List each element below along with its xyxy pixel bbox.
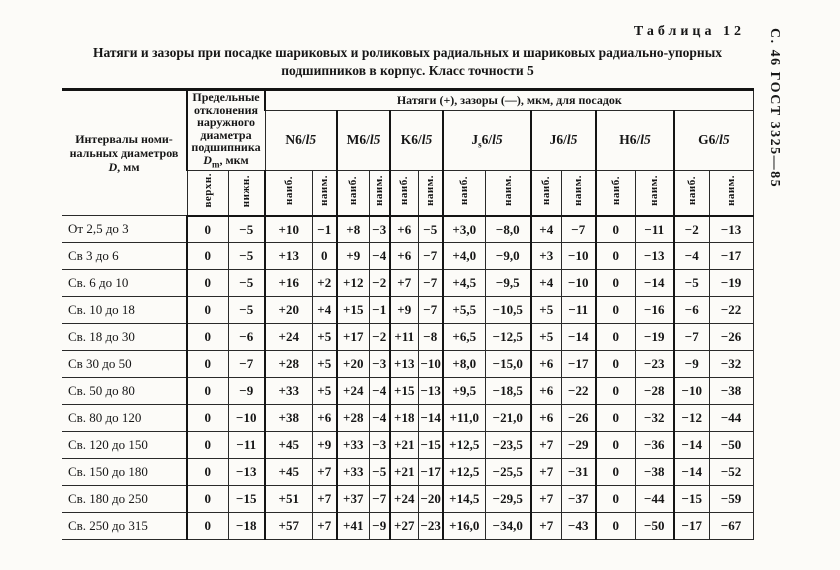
- value-cell: +7: [531, 486, 561, 513]
- table-row: [62, 297, 753, 324]
- value-cell: −44: [635, 486, 674, 513]
- interval-cell: Св. 6 до 10: [62, 270, 187, 297]
- value-cell: −26: [561, 405, 596, 432]
- page-title: [62, 44, 753, 80]
- value-cell: −15: [674, 486, 709, 513]
- interval-cell: Св. 150 до 180: [62, 459, 187, 486]
- value-cell: −2: [369, 324, 390, 351]
- table-row: [62, 486, 753, 513]
- value-cell: +7: [390, 270, 418, 297]
- value-cell: +6: [531, 378, 561, 405]
- value-cell: 0: [596, 216, 635, 243]
- value-cell: −10: [418, 351, 443, 378]
- value-cell: −26: [709, 324, 753, 351]
- value-cell: −14: [635, 270, 674, 297]
- value-cell: −50: [709, 432, 753, 459]
- value-cell: −15: [228, 486, 265, 513]
- value-cell: +7: [312, 486, 337, 513]
- subheader-max: наиб.: [265, 171, 312, 216]
- value-cell: −21,0: [485, 405, 531, 432]
- value-cell: −29,5: [485, 486, 531, 513]
- value-cell: +24: [265, 324, 312, 351]
- value-cell: +33: [337, 459, 369, 486]
- interval-cell: Св. 180 до 250: [62, 486, 187, 513]
- value-cell: 0: [187, 216, 228, 243]
- value-cell: 0: [187, 324, 228, 351]
- value-cell: −20: [418, 486, 443, 513]
- value-cell: −14: [674, 459, 709, 486]
- value-cell: −17: [674, 513, 709, 540]
- value-cell: 0: [596, 459, 635, 486]
- value-cell: +28: [337, 405, 369, 432]
- value-cell: −8,0: [485, 216, 531, 243]
- value-cell: +12,5: [443, 432, 485, 459]
- value-cell: −3: [369, 351, 390, 378]
- value-cell: −9,5: [485, 270, 531, 297]
- value-cell: +9: [337, 243, 369, 270]
- fits-table: [62, 88, 754, 540]
- value-cell: +6,5: [443, 324, 485, 351]
- value-cell: −8: [418, 324, 443, 351]
- value-cell: +6: [531, 351, 561, 378]
- subheader-min: наим.: [635, 171, 674, 216]
- subheader-upper: верхн.: [187, 171, 228, 216]
- value-cell: −5: [674, 270, 709, 297]
- value-cell: +7: [312, 513, 337, 540]
- subheader-max: наиб.: [443, 171, 485, 216]
- value-cell: −38: [709, 378, 753, 405]
- value-cell: −29: [561, 432, 596, 459]
- interval-cell: Св 3 до 6: [62, 243, 187, 270]
- value-cell: −17: [418, 459, 443, 486]
- value-cell: −32: [709, 351, 753, 378]
- value-cell: +7: [531, 432, 561, 459]
- value-cell: 0: [187, 243, 228, 270]
- value-cell: +5: [312, 324, 337, 351]
- table-row: [62, 513, 753, 540]
- value-cell: +11,0: [443, 405, 485, 432]
- value-cell: 0: [187, 432, 228, 459]
- value-cell: +6: [312, 405, 337, 432]
- value-cell: +37: [337, 486, 369, 513]
- intervals-header-dim: D, мм: [108, 160, 140, 175]
- value-cell: 0: [187, 351, 228, 378]
- value-cell: −7: [369, 486, 390, 513]
- intervals-header-line1: Интервалы номи-: [75, 132, 173, 147]
- value-cell: +15: [390, 378, 418, 405]
- table-row: [62, 378, 753, 405]
- value-cell: −52: [709, 459, 753, 486]
- table-row: [62, 324, 753, 351]
- value-cell: −4: [369, 378, 390, 405]
- value-cell: 0: [596, 243, 635, 270]
- value-cell: −7: [418, 243, 443, 270]
- intervals-header-line2: нальных диаметров: [69, 146, 179, 161]
- value-cell: −15: [418, 432, 443, 459]
- subheader-max: наиб.: [674, 171, 709, 216]
- fit-header-j6: J6/l5: [531, 110, 596, 171]
- value-cell: 0: [187, 513, 228, 540]
- value-cell: −34,0: [485, 513, 531, 540]
- subheader-min: наим.: [561, 171, 596, 216]
- subheader-min: наим.: [485, 171, 531, 216]
- value-cell: −28: [635, 378, 674, 405]
- value-cell: −7: [561, 216, 596, 243]
- value-cell: −10,5: [485, 297, 531, 324]
- value-cell: −1: [369, 297, 390, 324]
- table-row: [62, 351, 753, 378]
- value-cell: 0: [596, 351, 635, 378]
- table-row: [62, 243, 753, 270]
- interval-cell: Св 30 до 50: [62, 351, 187, 378]
- value-cell: −44: [709, 405, 753, 432]
- value-cell: −43: [561, 513, 596, 540]
- value-cell: −13: [635, 243, 674, 270]
- table-body: [62, 216, 753, 540]
- value-cell: −10: [674, 378, 709, 405]
- value-cell: 0: [596, 297, 635, 324]
- value-cell: −5: [228, 297, 265, 324]
- value-cell: +11: [390, 324, 418, 351]
- value-cell: −13: [228, 459, 265, 486]
- value-cell: −9: [228, 378, 265, 405]
- value-cell: −12,5: [485, 324, 531, 351]
- gost-side-note: С. 46 ГОСТ 3325—85: [767, 28, 782, 189]
- value-cell: −50: [635, 513, 674, 540]
- value-cell: −7: [674, 324, 709, 351]
- value-cell: −5: [418, 216, 443, 243]
- interval-cell: Св. 50 до 80: [62, 378, 187, 405]
- value-cell: +7: [312, 459, 337, 486]
- value-cell: −18,5: [485, 378, 531, 405]
- value-cell: +28: [265, 351, 312, 378]
- value-cell: −11: [228, 432, 265, 459]
- value-cell: 0: [187, 405, 228, 432]
- value-cell: 0: [187, 459, 228, 486]
- value-cell: −10: [561, 270, 596, 297]
- subheader-min: наим.: [312, 171, 337, 216]
- value-cell: +16,0: [443, 513, 485, 540]
- value-cell: +10: [265, 216, 312, 243]
- value-cell: 0: [596, 324, 635, 351]
- value-cell: −14: [674, 432, 709, 459]
- value-cell: −4: [369, 405, 390, 432]
- value-cell: 0: [312, 243, 337, 270]
- page-title-line2: подшипников в корпус. Класс точности 5: [281, 63, 534, 78]
- value-cell: +5,5: [443, 297, 485, 324]
- interval-cell: Св. 10 до 18: [62, 297, 187, 324]
- value-cell: −19: [635, 324, 674, 351]
- col-intervals-header: [62, 90, 187, 216]
- value-cell: +8,0: [443, 351, 485, 378]
- value-cell: −7: [418, 270, 443, 297]
- subheader-lower: нижн.: [228, 171, 265, 216]
- value-cell: −23: [635, 351, 674, 378]
- value-cell: 0: [596, 432, 635, 459]
- value-cell: −19: [709, 270, 753, 297]
- value-cell: +6: [390, 216, 418, 243]
- value-cell: −5: [228, 243, 265, 270]
- fit-header-js6: $J_s6/l5$: [443, 110, 531, 171]
- value-cell: −9: [674, 351, 709, 378]
- subheader-max: наиб.: [390, 171, 418, 216]
- value-cell: −59: [709, 486, 753, 513]
- value-cell: +33: [337, 432, 369, 459]
- value-cell: +3: [531, 243, 561, 270]
- value-cell: −18: [228, 513, 265, 540]
- value-cell: −6: [674, 297, 709, 324]
- value-cell: 0: [187, 270, 228, 297]
- interval-cell: Св. 18 до 30: [62, 324, 187, 351]
- value-cell: −5: [369, 459, 390, 486]
- value-cell: +5: [312, 378, 337, 405]
- value-cell: −9,0: [485, 243, 531, 270]
- value-cell: −9: [369, 513, 390, 540]
- value-cell: +6: [531, 405, 561, 432]
- value-cell: +14,5: [443, 486, 485, 513]
- value-cell: −4: [674, 243, 709, 270]
- value-cell: −3: [369, 432, 390, 459]
- value-cell: +4: [531, 270, 561, 297]
- value-cell: +4: [531, 216, 561, 243]
- value-cell: −2: [674, 216, 709, 243]
- value-cell: −17: [709, 243, 753, 270]
- value-cell: +9: [312, 432, 337, 459]
- value-cell: +4,5: [443, 270, 485, 297]
- subheader-max: наиб.: [531, 171, 561, 216]
- table-row: [62, 432, 753, 459]
- value-cell: +13: [390, 351, 418, 378]
- value-cell: −32: [635, 405, 674, 432]
- value-cell: −23: [418, 513, 443, 540]
- value-cell: −11: [561, 297, 596, 324]
- subheader-max: наиб.: [337, 171, 369, 216]
- subheader-min: наим.: [709, 171, 753, 216]
- value-cell: +45: [265, 459, 312, 486]
- value-cell: −10: [561, 243, 596, 270]
- value-cell: +9,5: [443, 378, 485, 405]
- value-cell: +7: [531, 459, 561, 486]
- value-cell: 0: [187, 378, 228, 405]
- value-cell: −31: [561, 459, 596, 486]
- value-cell: +8: [337, 216, 369, 243]
- value-cell: −14: [418, 405, 443, 432]
- value-cell: −13: [418, 378, 443, 405]
- interval-cell: Св. 120 до 150: [62, 432, 187, 459]
- value-cell: −38: [635, 459, 674, 486]
- fit-header-n6: N6/l5: [265, 110, 337, 171]
- value-cell: +9: [390, 297, 418, 324]
- value-cell: −7: [228, 351, 265, 378]
- table-row: [62, 405, 753, 432]
- header-row-top: [62, 90, 753, 111]
- value-cell: +4,0: [443, 243, 485, 270]
- value-cell: −22: [709, 297, 753, 324]
- value-cell: −67: [709, 513, 753, 540]
- value-cell: +21: [390, 432, 418, 459]
- table-row: [62, 459, 753, 486]
- interval-cell: Св. 80 до 120: [62, 405, 187, 432]
- col-deviations-header: Предельные отклонения наружного диаметра подшипника $D_m$, мкм: [187, 90, 265, 171]
- value-cell: +5: [531, 324, 561, 351]
- value-cell: −3: [369, 216, 390, 243]
- table-row: [62, 216, 753, 243]
- value-cell: 0: [596, 513, 635, 540]
- interval-cell: От 2,5 до 3: [62, 216, 187, 243]
- fit-header-g6: G6/l5: [674, 110, 753, 171]
- value-cell: −22: [561, 378, 596, 405]
- value-cell: +33: [265, 378, 312, 405]
- value-cell: +13: [265, 243, 312, 270]
- value-cell: −7: [418, 297, 443, 324]
- value-cell: 0: [187, 297, 228, 324]
- value-cell: +6: [390, 243, 418, 270]
- value-cell: 0: [596, 378, 635, 405]
- table-label: Таблица 12: [633, 24, 745, 39]
- value-cell: +7: [531, 513, 561, 540]
- value-cell: 0: [596, 270, 635, 297]
- value-cell: −12: [674, 405, 709, 432]
- interval-cell: Св. 250 до 315: [62, 513, 187, 540]
- value-cell: +27: [390, 513, 418, 540]
- table-row: [62, 270, 753, 297]
- value-cell: 0: [596, 405, 635, 432]
- fits-spanning-header: Натяги (+), зазоры (—), мкм, для посадок: [265, 90, 753, 111]
- value-cell: −4: [369, 243, 390, 270]
- value-cell: +45: [265, 432, 312, 459]
- value-cell: −14: [561, 324, 596, 351]
- value-cell: +5: [531, 297, 561, 324]
- value-cell: −15,0: [485, 351, 531, 378]
- value-cell: −1: [312, 216, 337, 243]
- value-cell: +18: [390, 405, 418, 432]
- value-cell: −25,5: [485, 459, 531, 486]
- value-cell: +21: [390, 459, 418, 486]
- value-cell: −37: [561, 486, 596, 513]
- subheader-min: наим.: [369, 171, 390, 216]
- subheader-max: наиб.: [596, 171, 635, 216]
- value-cell: +38: [265, 405, 312, 432]
- value-cell: −10: [228, 405, 265, 432]
- value-cell: −36: [635, 432, 674, 459]
- fit-header-m6: M6/l5: [337, 110, 390, 171]
- value-cell: +57: [265, 513, 312, 540]
- value-cell: +20: [265, 297, 312, 324]
- value-cell: −2: [369, 270, 390, 297]
- value-cell: +24: [390, 486, 418, 513]
- value-cell: −17: [561, 351, 596, 378]
- value-cell: +20: [337, 351, 369, 378]
- value-cell: −5: [228, 216, 265, 243]
- value-cell: −16: [635, 297, 674, 324]
- value-cell: 0: [596, 486, 635, 513]
- value-cell: 0: [187, 486, 228, 513]
- fit-header-h6: H6/l5: [596, 110, 674, 171]
- value-cell: −13: [709, 216, 753, 243]
- value-cell: +4: [312, 297, 337, 324]
- value-cell: +3,0: [443, 216, 485, 243]
- value-cell: +17: [337, 324, 369, 351]
- value-cell: +51: [265, 486, 312, 513]
- value-cell: −5: [228, 270, 265, 297]
- value-cell: +5: [312, 351, 337, 378]
- value-cell: +41: [337, 513, 369, 540]
- value-cell: +12: [337, 270, 369, 297]
- page-title-line1: Натяги и зазоры при посадке шариковых и роликовых радиальных и шариковых радиально-упорных: [92, 45, 723, 60]
- subheader-min: наим.: [418, 171, 443, 216]
- value-cell: +15: [337, 297, 369, 324]
- value-cell: +24: [337, 378, 369, 405]
- value-cell: +12,5: [443, 459, 485, 486]
- value-cell: +2: [312, 270, 337, 297]
- value-cell: −23,5: [485, 432, 531, 459]
- fit-header-k6: K6/l5: [390, 110, 443, 171]
- value-cell: −6: [228, 324, 265, 351]
- value-cell: +16: [265, 270, 312, 297]
- value-cell: −11: [635, 216, 674, 243]
- deviations-header-dim: $D_m$, мкм: [203, 152, 249, 169]
